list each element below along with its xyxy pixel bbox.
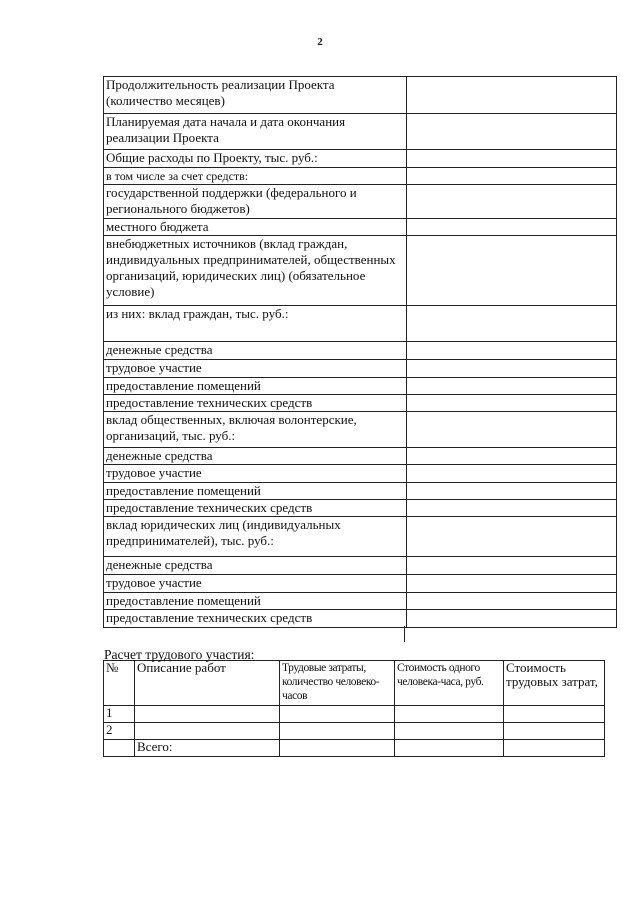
- row-label: местного бюджета: [104, 219, 407, 236]
- row-label: трудовое участие: [104, 360, 407, 378]
- row-labor-cost[interactable]: [504, 706, 605, 723]
- table-row: [104, 168, 617, 185]
- table-row: [104, 706, 605, 723]
- row-value[interactable]: [407, 114, 617, 150]
- row-value[interactable]: [407, 500, 617, 517]
- row-value[interactable]: [407, 185, 617, 219]
- row-label: Планируемая дата начала и дата окончания реализации Проекта: [104, 114, 407, 150]
- row-hour-cost[interactable]: [395, 706, 504, 723]
- table-total-row: [104, 740, 605, 757]
- row-label: предоставление технических средств: [104, 395, 407, 412]
- row-label: внебюджетных источников (вклад граждан, индивидуальных предпринимателей, общественных организаций, юридических лиц) (обязательное условие): [104, 236, 407, 306]
- table-header-row: [104, 661, 605, 706]
- labor-calc-table: [103, 660, 605, 757]
- row-value[interactable]: [407, 395, 617, 412]
- table-row: [104, 114, 617, 150]
- row-label: из них: вклад граждан, тыс. руб.:: [104, 306, 407, 342]
- row-labor-cost[interactable]: [504, 723, 605, 740]
- row-label: вклад общественных, включая волонтерские, организаций, тыс. руб.:: [104, 412, 407, 448]
- row-num: 2: [104, 723, 135, 740]
- table-row: [104, 219, 617, 236]
- table-row: [104, 306, 617, 342]
- table-row: [104, 483, 617, 500]
- row-labor-cost[interactable]: [504, 740, 605, 757]
- row-labor-hours[interactable]: [280, 706, 395, 723]
- row-value[interactable]: [407, 378, 617, 395]
- row-value[interactable]: [407, 517, 617, 557]
- row-value[interactable]: [407, 77, 617, 114]
- header-labor-hours: Трудовые затраты, количество человеко-часов: [280, 661, 395, 706]
- row-value[interactable]: [407, 236, 617, 306]
- row-label: предоставление помещений: [104, 378, 407, 395]
- row-label: Общие расходы по Проекту, тыс. руб.:: [104, 150, 407, 168]
- row-value[interactable]: [407, 360, 617, 378]
- row-value[interactable]: [407, 448, 617, 465]
- header-hour-cost: Стоимость одного человека-часа, руб.: [395, 661, 504, 706]
- table-row: [104, 500, 617, 517]
- row-description[interactable]: [135, 723, 280, 740]
- project-table: [103, 76, 617, 628]
- row-label: предоставление технических средств: [104, 610, 407, 628]
- row-label: предоставление помещений: [104, 483, 407, 500]
- row-labor-hours[interactable]: [280, 740, 395, 757]
- row-num: [104, 740, 135, 757]
- table-row: [104, 360, 617, 378]
- table-row: [104, 150, 617, 168]
- row-label: вклад юридических лиц (индивидуальных предпринимателей), тыс. руб.:: [104, 517, 407, 557]
- page-number: 2: [317, 36, 323, 48]
- table-row: [104, 575, 617, 593]
- row-label: Продолжительность реализации Проекта (количество месяцев): [104, 77, 407, 114]
- table-row: [104, 236, 617, 306]
- row-value[interactable]: [407, 150, 617, 168]
- row-label: денежные средства: [104, 342, 407, 360]
- table-row: [104, 517, 617, 557]
- table-row: [104, 342, 617, 360]
- labor-calc-title: Расчет трудового участия:: [104, 647, 255, 662]
- table-row: [104, 77, 617, 114]
- row-labor-hours[interactable]: [280, 723, 395, 740]
- table-row: [104, 465, 617, 483]
- row-value[interactable]: [407, 168, 617, 185]
- row-value[interactable]: [407, 465, 617, 483]
- table-row: [104, 593, 617, 610]
- row-value[interactable]: [407, 219, 617, 236]
- row-num: 1: [104, 706, 135, 723]
- row-value[interactable]: [407, 557, 617, 575]
- row-label: в том числе за счет средств:: [104, 168, 407, 185]
- row-value[interactable]: [407, 342, 617, 360]
- header-description: Описание работ: [135, 661, 280, 706]
- row-hour-cost[interactable]: [395, 723, 504, 740]
- row-value[interactable]: [407, 593, 617, 610]
- row-value[interactable]: [407, 575, 617, 593]
- row-hour-cost[interactable]: [395, 740, 504, 757]
- row-label: денежные средства: [104, 557, 407, 575]
- row-value[interactable]: [407, 412, 617, 448]
- table-row: [104, 378, 617, 395]
- row-label: денежные средства: [104, 448, 407, 465]
- row-value[interactable]: [407, 610, 617, 628]
- row-label: предоставление помещений: [104, 593, 407, 610]
- total-label: Всего:: [135, 740, 280, 757]
- header-num: №: [104, 661, 135, 706]
- table-row: [104, 395, 617, 412]
- row-description[interactable]: [135, 706, 280, 723]
- row-label: трудовое участие: [104, 575, 407, 593]
- table-row: [104, 185, 617, 219]
- row-value[interactable]: [407, 306, 617, 342]
- table-row: [104, 610, 617, 628]
- text-cursor: [404, 626, 405, 642]
- row-label: трудовое участие: [104, 465, 407, 483]
- table-row: [104, 412, 617, 448]
- row-label: государственной поддержки (федерального и регионального бюджетов): [104, 185, 407, 219]
- header-labor-cost: Стоимость трудовых затрат,: [504, 661, 605, 706]
- row-value[interactable]: [407, 483, 617, 500]
- table-row: [104, 448, 617, 465]
- table-row: [104, 723, 605, 740]
- table-row: [104, 557, 617, 575]
- row-label: предоставление технических средств: [104, 500, 407, 517]
